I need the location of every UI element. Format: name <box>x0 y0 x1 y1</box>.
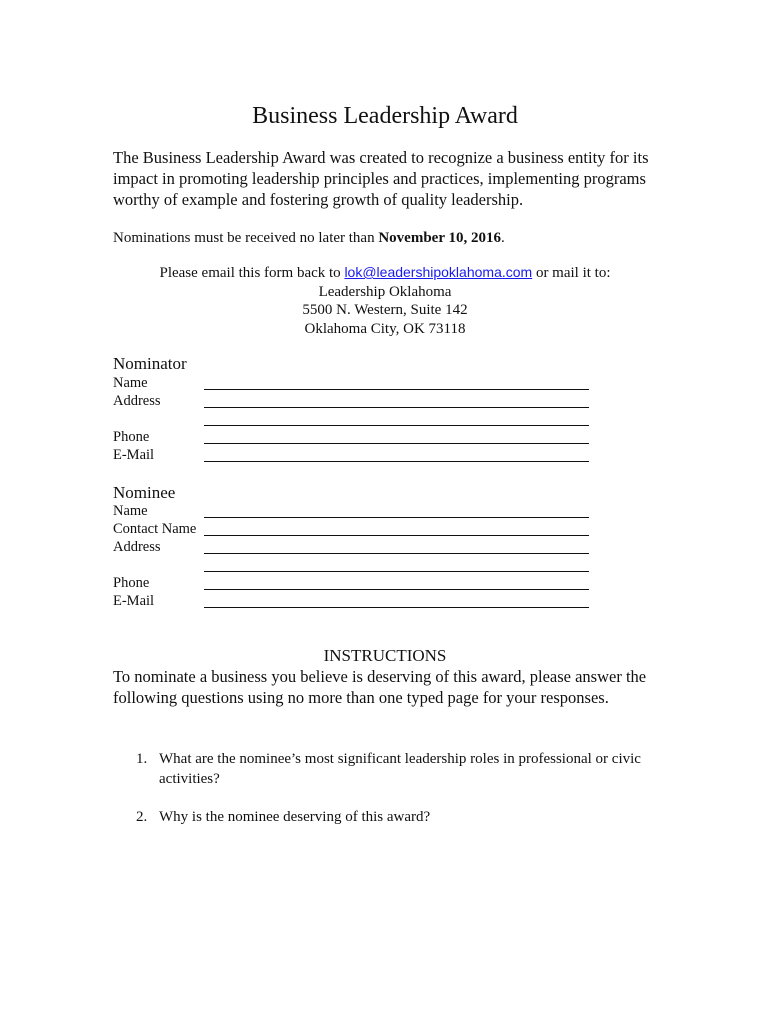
nominator-email-label: E-Mail <box>113 447 155 463</box>
nominator-name-label: Name <box>113 375 148 391</box>
nominator-heading: Nominator <box>113 354 187 373</box>
deadline-suffix: . <box>500 230 505 246</box>
nominee-name-label: Name <box>113 503 148 519</box>
question-1-text: What are the nominee’s most significant leadership roles in professional or civic activities? <box>159 751 641 787</box>
nominee-address-label: Address <box>113 539 161 555</box>
email-line <box>0 263 770 283</box>
instructions-body: To nominate a business you believe is deserving of this award, please answer the following questions using no more than one typed page for your responses. <box>113 667 647 707</box>
page-title: Business Leadership Award <box>252 103 518 129</box>
question-2-number: 2. <box>136 809 148 825</box>
mailing-city: Oklahoma City, OK 73118 <box>304 320 466 337</box>
nominator-address-field-2[interactable] <box>204 425 589 426</box>
mailing-instructions <box>0 263 770 338</box>
nominator-phone-label: Phone <box>113 429 150 445</box>
nominee-email-field[interactable] <box>204 607 589 608</box>
nominee-contact-label: Contact Name <box>113 521 197 537</box>
nominator-email-field[interactable] <box>204 461 589 462</box>
nominee-heading: Nominee <box>113 483 176 502</box>
email-prefix: Please email this form back to <box>159 265 345 281</box>
nominee-phone-label: Phone <box>113 575 150 591</box>
question-1-number: 1. <box>136 751 148 767</box>
nominator-phone-field[interactable] <box>204 443 589 444</box>
deadline-notice <box>113 228 505 248</box>
nominator-address-label: Address <box>113 393 161 409</box>
email-suffix: or mail it to: <box>532 265 611 281</box>
nominator-address-field[interactable] <box>204 407 589 408</box>
nominee-address-field[interactable] <box>204 553 589 554</box>
intro-paragraph: The Business Leadership Award was created to recognize a business entity for its impact in promoting leadership principles and practices, implementing programs worthy of example and fostering growth of quality leadership. <box>113 148 649 209</box>
nominee-address-field-2[interactable] <box>204 571 589 572</box>
nominee-phone-field[interactable] <box>204 589 589 590</box>
mailing-org: Leadership Oklahoma <box>318 283 452 300</box>
deadline-prefix: Nominations must be received no later than <box>113 230 379 246</box>
nominee-contact-field[interactable] <box>204 535 589 536</box>
deadline-date: November 10, 2016 <box>378 230 501 246</box>
nominee-name-field[interactable] <box>204 517 589 518</box>
nominator-name-field[interactable] <box>204 389 589 390</box>
instructions-heading: INSTRUCTIONS <box>323 646 447 665</box>
question-2-text: Why is the nominee deserving of this award? <box>159 809 431 825</box>
nominee-email-label: E-Mail <box>113 593 155 609</box>
email-link[interactable]: lok@leadershipoklahoma.com <box>344 264 533 280</box>
mailing-street: 5500 N. Western, Suite 142 <box>302 302 468 318</box>
